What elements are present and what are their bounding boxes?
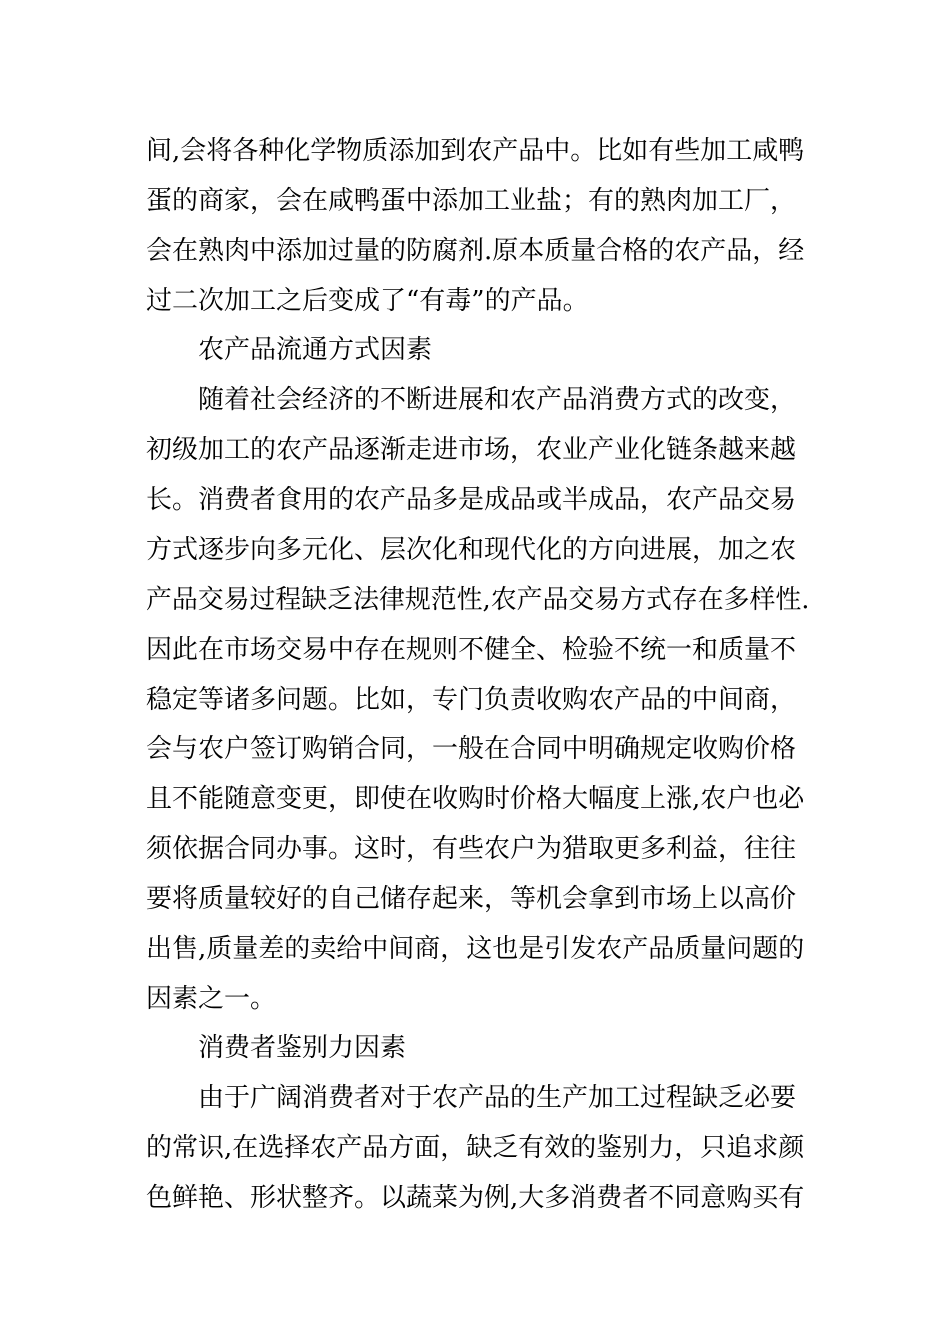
- body-text-line: 由于广阔消费者对于农产品的生产加工过程缺乏必要: [198, 1083, 797, 1113]
- body-text-line: 要将质量较好的自己储存起来，等机会拿到市场上以高价: [146, 884, 797, 914]
- body-text-line: 初级加工的农产品逐渐走进市场，农业产业化链条越来越: [146, 435, 797, 465]
- section-heading: 消费者鉴别力因素: [198, 1033, 407, 1063]
- body-text-line: 因素之一。: [146, 984, 277, 1014]
- body-text-line: 稳定等诸多问题。比如，专门负责收购农产品的中间商，: [146, 685, 797, 715]
- body-text-line: 须依据合同办事。这时，有些农户为猎取更多利益，往往: [146, 834, 797, 864]
- body-text-line: 且不能随意变更，即使在收购时价格大幅度上涨,农户也必: [146, 784, 805, 814]
- body-text-line: 会在熟肉中添加过量的防腐剂.原本质量合格的农产品，经: [146, 236, 805, 266]
- body-text-line: 长。消费者食用的农产品多是成品或半成品，农产品交易: [146, 485, 797, 515]
- body-text-line: 随着社会经济的不断进展和农产品消费方式的改变，: [198, 385, 797, 415]
- body-text-line: 会与农户签订购销合同，一般在合同中明确规定收购价格: [146, 734, 797, 764]
- body-text-line: 产品交易过程缺乏法律规范性,农产品交易方式存在多样性.: [146, 585, 810, 615]
- body-text-line: 的常识,在选择农产品方面，缺乏有效的鉴别力，只追求颜: [146, 1133, 805, 1163]
- section-heading: 农产品流通方式因素: [198, 335, 433, 365]
- body-text-line: 出售,质量差的卖给中间商，这也是引发农产品质量问题的: [146, 934, 805, 964]
- body-text-line: 因此在市场交易中存在规则不健全、检验不统一和质量不: [146, 635, 797, 665]
- body-text-line: 色鲜艳、形状整齐。以蔬菜为例,大多消费者不同意购买有: [146, 1183, 805, 1213]
- body-text-line: 间,会将各种化学物质添加到农产品中。比如有些加工咸鸭: [146, 136, 805, 166]
- body-text-line: 过二次加工之后变成了“有毒”的产品。: [146, 286, 589, 316]
- body-text-line: 方式逐步向多元化、层次化和现代化的方向进展，加之农: [146, 535, 797, 565]
- body-text-line: 蛋的商家，会在咸鸭蛋中添加工业盐；有的熟肉加工厂，: [146, 186, 797, 216]
